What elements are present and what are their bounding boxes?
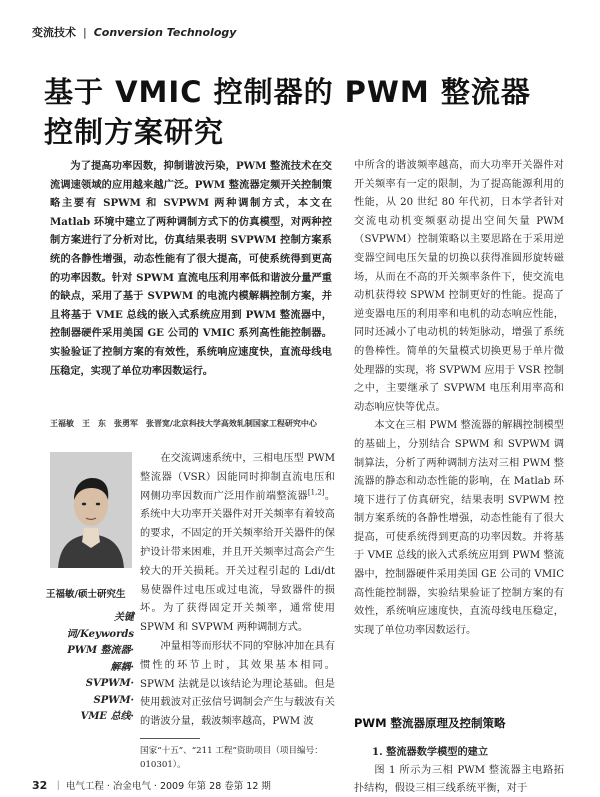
- section-name-en: Conversion Technology: [93, 26, 237, 39]
- title-line-2: 控制方案研究: [44, 115, 225, 149]
- body-paragraph: 中所含的谐波频率越高，而大功率开关器件对开关频率有一定的限制，为了提高能源利用的性能，从 20 世纪 80 年代初，日本学者针对交流电动机变频驱动提出空间矢量 PWM（SVPWM）控制策略以主要思路在于采用逆变器空间电压矢量的切换以获得准圆形旋转磁场，从而在不高的开关频率条件下，使交流电动机获得较 SPWM 控制更好的性能。提高了逆变器电压的利用率和电机的动态响应性能，同时还减小了电动机的转矩脉动，增强了系统的鲁棒性。简单的矢量模式切换更易于单片微处理器的实现，将 SVPWM 应用于 VSR 控制之中，主要继承了 SVPWM 电压利用率高和动态响应快等优点。: [354, 160, 564, 413]
- abstract-text: 为了提高功率因数，抑制谐波污染，PWM 整流技术在交流调速领域的应用越来越广泛。PWM 整流器定频开关控制策略主要有 SPWM 和 SVPWM 两种调制方式，本文在 Matlab 环境中建立了两种调制方式下的仿真模型，对两种控制方案进行了分析对比，仿真结果表明 SVPWM 控制方案系统的各静性增强，动态性能有了很大提高，可使系统得到更高的功率因数。针对 SPWM 直流电压利用率低和谐波分量严重的缺点，采用了基于 SVPWM 的电流内模解耦控制方案，并且将基于 VME 总线的嵌入式系统应用到 PWM 整流器中，控制器硬件采用美国 GE 公司的 VMIC 系列高性能控制器。实验验证了控制方案的有效性，系统响应速度快，直流母线电压稳定，实现了单位功率因数运行。: [50, 160, 332, 377]
- running-header: [32, 24, 236, 40]
- body-paragraph: [140, 450, 335, 638]
- body-column-left: [140, 450, 335, 732]
- keywords-heading: 关键词/Keywords: [66, 612, 134, 640]
- article-title: [44, 72, 564, 152]
- subsection-heading: 1. 整流器数学模型的建立: [372, 746, 489, 758]
- page-number: 32: [32, 779, 48, 792]
- paragraph-text: 。系统中大功率开关器件对开关频率有着较高的要求，不固定的开关频率给开关器件的保护设计带来困难，并且开关频率过高会产生较大的开关损耗。开关过程引起的 Ldi/dt 易使器件过电压或过电流，导致器件的损坏。为了获得固定开关频率，通常使用 SPWM 和 SVPWM 两种调制方式。: [140, 490, 336, 634]
- paragraph-text: 在交流调速系统中，三相电压型 PWM 整流器（VSR）因能同时抑制直流电压和网侧功率因数而广泛用作前端整流器: [140, 453, 335, 502]
- journal-info: ｜ 电气工程 · 冶金电气 · 2009 年第 28 卷第 12 期: [53, 781, 271, 792]
- body-paragraph: 冲量相等而形状不同的窄脉冲加在具有惯性的环节上时，其效果基本相同。SPWM 法就是以该结论为理论基础。但是使用载波对正弦信号调制会产生与载波有关的谐波分量，载波频率越高，PWM 波: [140, 640, 335, 728]
- section-heading: PWM 整流器原理及控制策略: [354, 716, 506, 730]
- body-column-right-continued: [354, 762, 564, 797]
- section-name-cn: 变流技术: [32, 26, 76, 39]
- keyword-item: SVPWM·: [85, 678, 134, 689]
- author-line: 王福敏 王 东 张勇军 张晋宽/北京科技大学高效轧制国家工程研究中心: [50, 419, 317, 428]
- keyword-item: SPWM·: [93, 694, 134, 706]
- photo-caption: 王福敏/硕士研究生: [46, 589, 126, 600]
- page-footer: [32, 778, 271, 792]
- header-separator: |: [83, 26, 87, 39]
- keyword-item: 解耦·: [110, 661, 134, 673]
- body-paragraph: 图 1 所示为三相 PWM 整流器主电路拓扑结构，假设三相三线系统平衡，对于: [354, 765, 564, 794]
- keywords-block: [52, 610, 134, 726]
- funding-footnote: 国家“十五”、“211 工程”资助项目（项目编号：010301）。: [140, 746, 323, 770]
- abstract: [50, 157, 332, 380]
- portrait-illustration: [50, 452, 132, 568]
- title-line-1: 基于 VMIC 控制器的 PWM 整流器: [44, 75, 531, 109]
- citation: [1,2]: [307, 488, 325, 497]
- keyword-item: VME 总线·: [80, 711, 134, 722]
- body-paragraph: 本文在三相 PWM 整流器的解耦控制模型的基础上，分别结合 SPWM 和 SVPWM 调制算法，分析了两种调制方法对三相 PWM 整流器的静态和动态性能的影响，在 Matlab 环境下进行了仿真研究，结果表明 SVPWM 控制方案系统的各静性增强，动态性能有了很大提高，可使系统得到更高的功率因数。并将基于 VME 总线的嵌入式系统应用到 PWM 整流器中，控制器硬件采用美国 GE 公司的 VMIC 高性能控制器，实验结果验证了控制方案的有效性，系统响应速度快，直流母线电压稳定，实现了单位功率因数运行。: [354, 420, 564, 636]
- footnote-rule: [140, 738, 200, 739]
- body-column-right: [354, 157, 564, 640]
- author-photo: [50, 452, 132, 568]
- keyword-item: PWM 整流器·: [67, 645, 134, 656]
